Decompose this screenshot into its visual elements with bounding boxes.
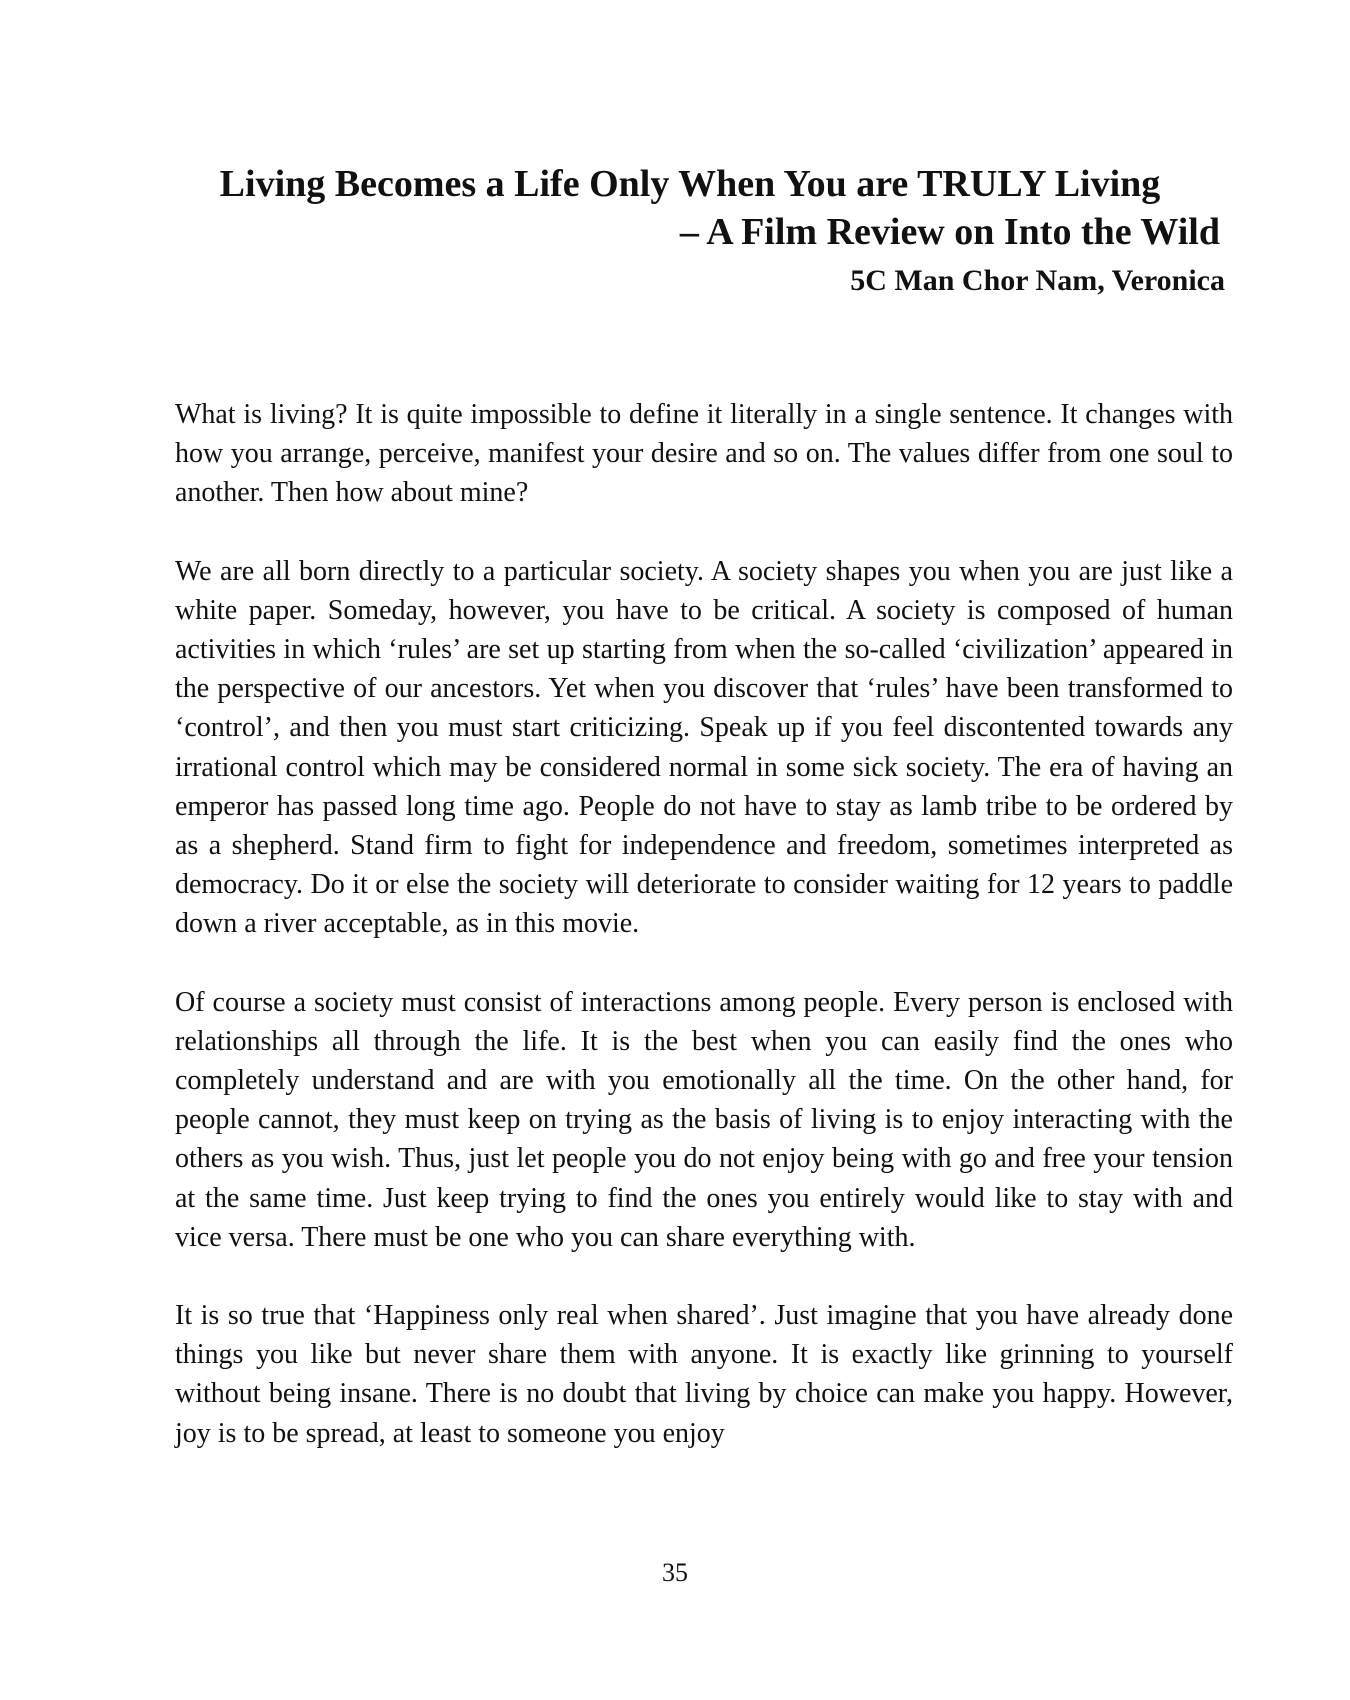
author-byline: 5C Man Chor Nam, Veronica bbox=[850, 264, 1225, 297]
paragraph: It is so true that ‘Happiness only real when shared’. Just imagine that you have already done things you like but never share them with anyone. It is exactly like grinning to yourself without being insane. There is no doubt that living by choice can make you happy. However, joy is to be spread, at least to someone you enjoy bbox=[175, 1300, 1233, 1449]
paragraph: We are all born directly to a particular society. A society shapes you when you are just like a white paper. Someday, however, you have to be critical. A society is composed of human activities in which ‘rules’ are set up starting from when the so-called ‘civilization’ appeared in the perspective of our ancestors. Yet when you discover that ‘rules’ have been transformed to ‘control’, and then you must start criticizing. Speak up if you feel discontented towards any irrational control which may be considered normal in some sick society. The era of having an emperor has passed long time ago. People do not have to stay as lamb tribe to be ordered by as a shepherd. Stand firm to fight for independence and freedom, sometimes interpreted as democracy. Do it or else the society will deteriorate to consider waiting for 12 years to paddle down a river acceptable, as in this movie. bbox=[175, 555, 1233, 940]
article-title: Living Becomes a Life Only When You are TRULY Living bbox=[219, 163, 1161, 205]
title-block bbox=[175, 160, 1225, 304]
paragraph: What is living? It is quite impossible to define it literally in a single sentence. It changes with how you arrange, perceive, manifest your desire and so on. The values differ from one soul to another. Then how about mine? bbox=[175, 399, 1233, 509]
article-body bbox=[175, 395, 1233, 1492]
article-subtitle: – A Film Review on Into the Wild bbox=[679, 211, 1220, 253]
page-number: 35 bbox=[662, 1558, 688, 1587]
paragraph: Of course a society must consist of interactions among people. Every person is enclosed with relationships all through the life. It is the best when you can easily find the ones who completely understand and are with you emotionally all the time. On the other hand, for people cannot, they must keep on trying as the basis of living is to enjoy interacting with the others as you wish. Thus, just let people you do not enjoy being with go and free your tension at the same time. Just keep trying to find the ones you entirely would like to stay with and vice versa. There must be one who you can share everything with. bbox=[175, 986, 1233, 1253]
